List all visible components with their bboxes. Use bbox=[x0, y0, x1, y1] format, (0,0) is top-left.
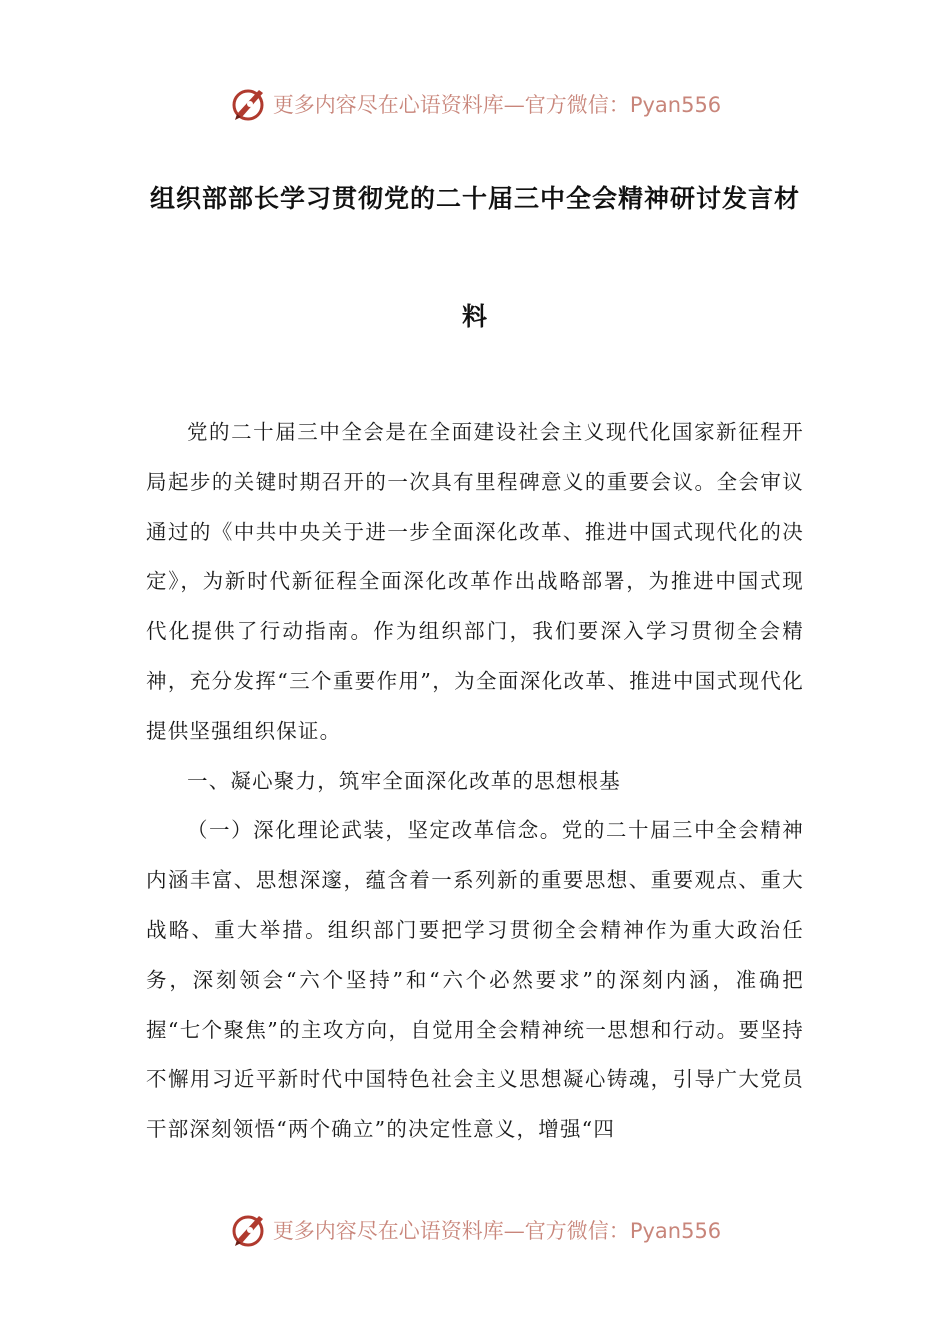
banner-label: 更多内容尽在心语资料库—官方微信： bbox=[272, 1219, 630, 1243]
wechat-id: Pyan556 bbox=[629, 1219, 722, 1243]
banner-text bbox=[273, 1215, 721, 1245]
document-body bbox=[146, 408, 804, 1155]
document-title: 组织部部长学习贯彻党的二十届三中全会精神研讨发言材料 bbox=[149, 184, 800, 331]
paragraph: （一）深化理论武装，坚定改革信念。党的二十届三中全会精神内涵丰富、思想深邃，蕴含着一系列新的重要思想、重要观点、重大战略、重大举措。组织部门要把学习贯彻全会精神作为重大政治任务，深刻领会“六个坚持”和“六个必然要求”的深刻内涵，准确把握“七个聚焦”的主攻方向，自觉用全会精神统一思想和行动。要坚持不懈用习近平新时代中国特色社会主义思想凝心铸魂，引导广大党员干部深刻领悟“两个确立”的决定性意义，增强“四 bbox=[146, 818, 804, 1142]
footer-banner bbox=[0, 1208, 950, 1252]
header-banner bbox=[0, 82, 950, 126]
banner-text bbox=[273, 89, 721, 119]
pen-circle-logo-icon bbox=[229, 1210, 269, 1250]
pen-circle-logo-icon bbox=[229, 84, 269, 124]
banner-label: 更多内容尽在心语资料库—官方微信： bbox=[272, 93, 630, 117]
wechat-id: Pyan556 bbox=[629, 93, 722, 117]
paragraph: 党的二十届三中全会是在全面建设社会主义现代化国家新征程开局起步的关键时期召开的一次具有里程碑意义的重要会议。全会审议通过的《中共中央关于进一步全面深化改革、推进中国式现代化的决定》，为新时代新征程全面深化改革作出战略部署，为推进中国式现代化提供了行动指南。作为组织部门，我们要深入学习贯彻全会精神，充分发挥“三个重要作用”，为全面深化改革、推进中国式现代化提供坚强组织保证。 bbox=[146, 420, 804, 743]
section-heading: 一、凝心聚力，筑牢全面深化改革的思想根基 bbox=[187, 768, 621, 793]
